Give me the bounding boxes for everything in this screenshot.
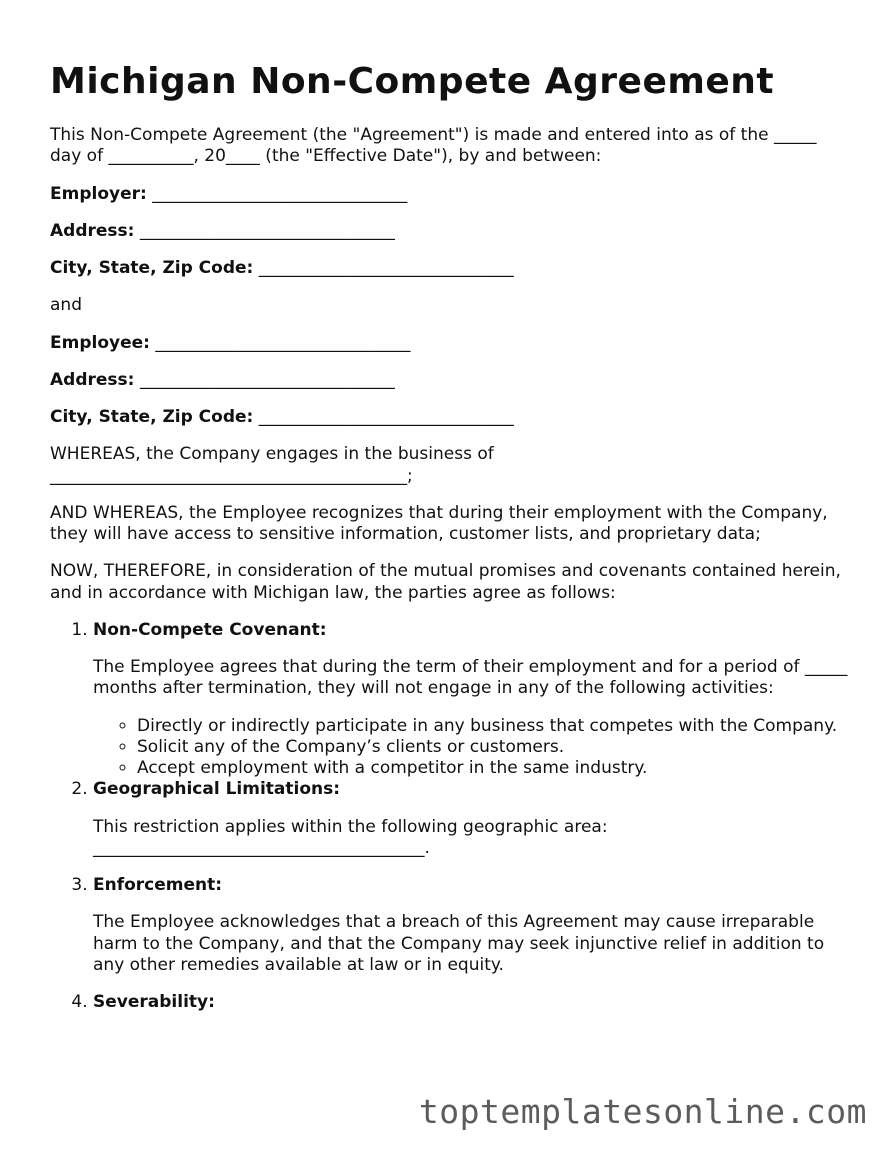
whereas-paragraph-1: WHEREAS, the Company engages in the business of __________________________________________; bbox=[50, 444, 494, 486]
employee-city-blank: ______________________________ bbox=[258, 407, 514, 428]
employer-name-line bbox=[50, 184, 850, 205]
section-heading: 1. Non-Compete Covenant: bbox=[93, 619, 327, 640]
sections-list bbox=[50, 620, 850, 1014]
employee-name-label: Employee: bbox=[50, 332, 150, 353]
now-therefore-paragraph: NOW, THEREFORE, in consideration of the mutual promises and covenants contained herein, and in accordance with Michigan law, the parties agree as follows: bbox=[50, 561, 841, 603]
section-heading: 4. Severability: bbox=[93, 992, 215, 1013]
employer-name-blank: ______________________________ bbox=[152, 183, 408, 204]
section-item bbox=[93, 875, 850, 976]
employer-name-label: Employer: bbox=[50, 183, 147, 204]
intro-paragraph: This Non-Compete Agreement (the "Agreement") is made and entered into as of the _____ day of __________, 20____ (the "Effective Date"), by and between: bbox=[50, 125, 817, 167]
employer-city-line bbox=[50, 258, 850, 279]
watermark: toptemplatesonline.com bbox=[418, 1092, 867, 1131]
section-item bbox=[93, 992, 850, 1013]
document-page bbox=[50, 60, 850, 1029]
section-heading: 3. Enforcement: bbox=[93, 875, 223, 896]
employee-city-line bbox=[50, 407, 850, 428]
covenant-bullet-list bbox=[93, 716, 850, 780]
employer-city-blank: ______________________________ bbox=[258, 258, 514, 279]
employee-city-label: City, State, Zip Code: bbox=[50, 407, 254, 428]
section-body: The Employee agrees that during the term of their employment and for a period of _____ months after termination, they will not engage in any of the following activities: bbox=[93, 657, 848, 699]
employer-address-line bbox=[50, 221, 850, 242]
employee-address-blank: ______________________________ bbox=[139, 369, 395, 390]
employee-address-label: Address: bbox=[50, 369, 135, 390]
and-text: and bbox=[50, 295, 82, 316]
employee-name-blank: ______________________________ bbox=[155, 332, 411, 353]
employee-name-line bbox=[50, 333, 850, 354]
list-item: ◦ Directly or indirectly participate in any business that competes with the Company. bbox=[137, 716, 850, 737]
employer-city-label: City, State, Zip Code: bbox=[50, 258, 254, 279]
whereas-paragraph-2: AND WHEREAS, the Employee recognizes that during their employment with the Company, they will have access to sensitive information, customer lists, and proprietary data; bbox=[50, 502, 828, 545]
employer-address-label: Address: bbox=[50, 220, 135, 241]
page-title: Michigan Non-Compete Agreement bbox=[50, 61, 775, 102]
employee-address-line bbox=[50, 370, 850, 391]
section-heading: 2. Geographical Limitations: bbox=[93, 779, 341, 800]
list-item: ◦ Accept employment with a competitor in the same industry. bbox=[137, 758, 850, 779]
list-item: ◦ Solicit any of the Company’s clients or customers. bbox=[137, 737, 850, 758]
section-body: This restriction applies within the following geographic area: _______________________________________. bbox=[93, 816, 608, 858]
section-item bbox=[93, 779, 850, 859]
section-body: The Employee acknowledges that a breach of this Agreement may cause irreparable harm to the Company, and that the Company may seek injunctive relief in addition to any other remedies available at law or in equity. bbox=[93, 912, 825, 975]
section-item bbox=[93, 620, 850, 780]
employer-address-blank: ______________________________ bbox=[139, 220, 395, 241]
